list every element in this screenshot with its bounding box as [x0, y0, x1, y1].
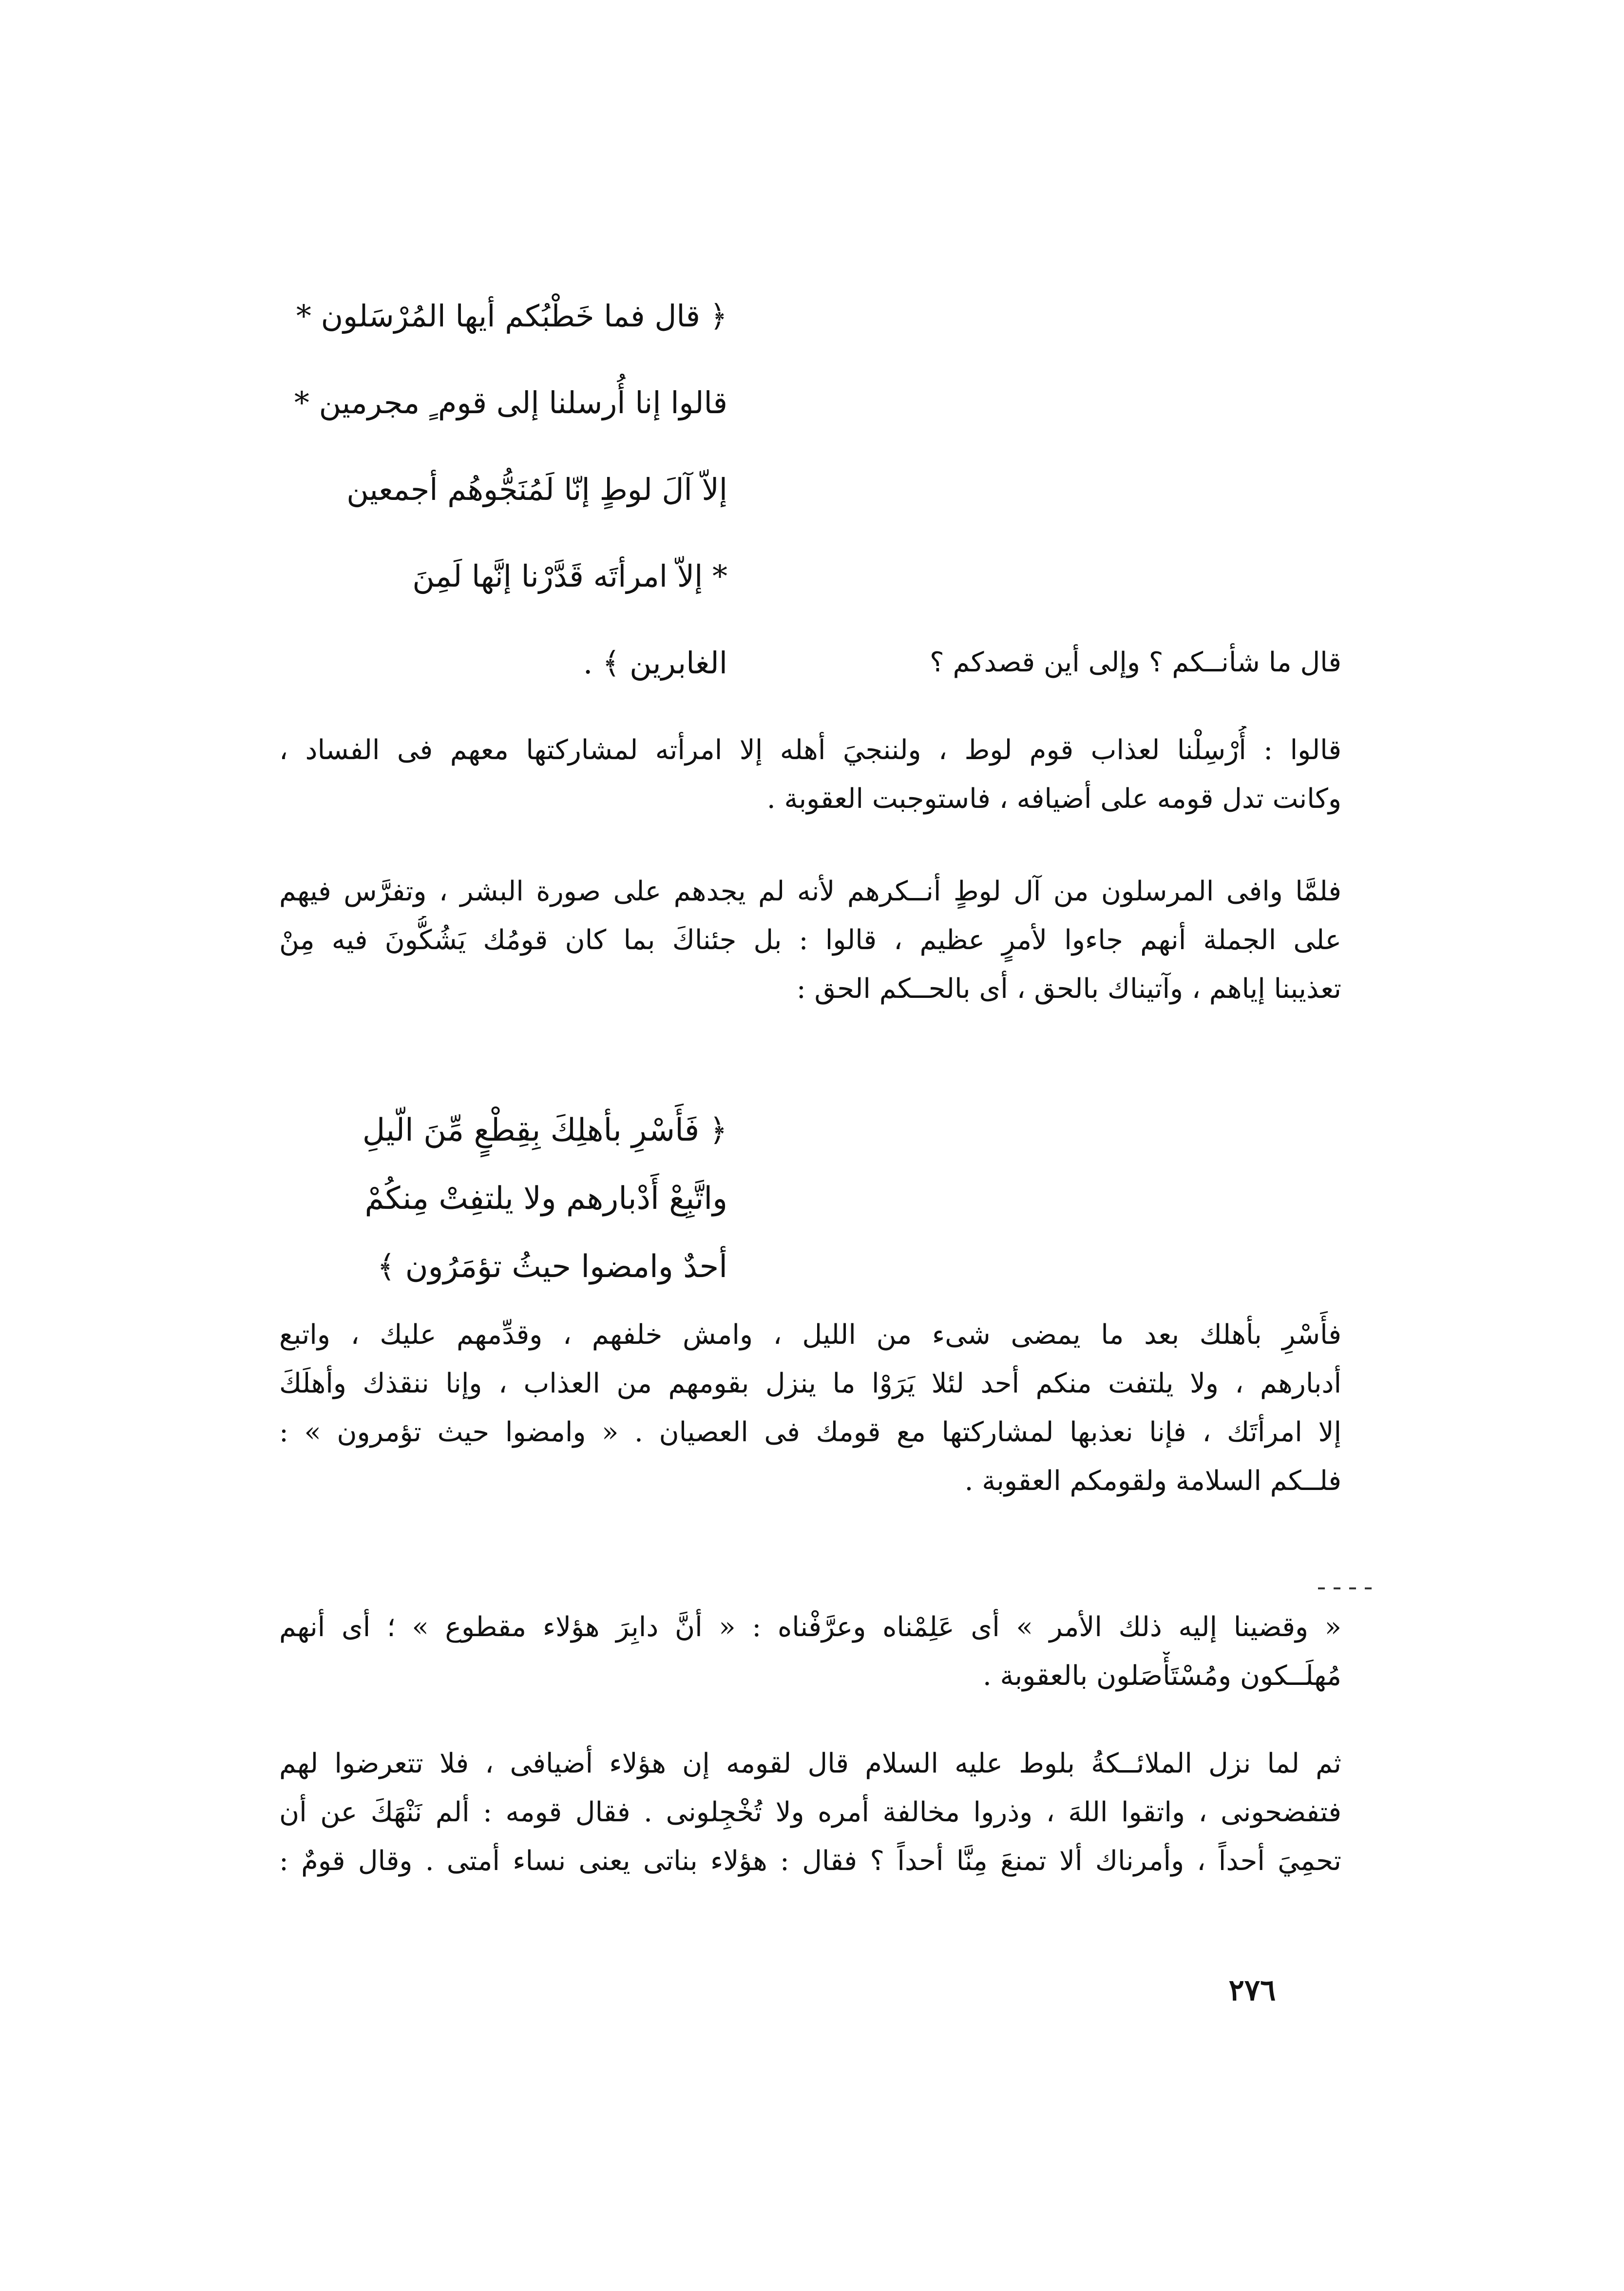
- verse-line: أحدٌ وامضوا حيثُ تؤمَرُون ﴾: [377, 1249, 727, 1285]
- paragraph-line: قالوا : أُرْسِلْنا لعذاب قوم لوط ، ولننجيَ أهله إلا امرأته لمشاركتها معهم فى الفساد ،: [279, 734, 1341, 766]
- paragraph-6: [279, 1739, 1341, 1886]
- paragraph-line: إلا امرأتَك ، فإنا نعذبها لمشاركتها مع قومك فى العصيان . « وامضوا حيث تؤمرون » :: [279, 1416, 1341, 1448]
- verse-line: ﴿ قال فما خَطْبُكم أيها المُرْسَلون *: [296, 298, 727, 334]
- paragraph-line: قال ما شأنــكم ؟ وإلى أين قصدكم ؟: [930, 647, 1341, 678]
- quran-verse-block-2: [167, 1096, 727, 1301]
- verse-line: واتَّبِعْ أَدْبارهم ولا يلتفِتْ مِنكُمْ: [364, 1181, 727, 1217]
- page-number: ٢٧٦: [1228, 1973, 1276, 2007]
- paragraph-1: [279, 638, 1341, 687]
- paragraph-line: مُهلَــكون ومُسْتَأْصَلون بالعقوبة .: [982, 1660, 1341, 1692]
- paragraph-3: [279, 867, 1341, 1013]
- verse-line: ﴿ فَأَسْرِ بأهلِكَ بِقِطْعٍ مِّنَ الّيلِ: [362, 1112, 727, 1148]
- verse-line: * إلاّ امرأتَه قَدَّرْنا إنَّها لَمِنَ: [412, 558, 727, 594]
- paragraph-line: أدبارهم ، ولا يلتفت منكم أحد لئلا يَرَوْا ما ينزل بقومهم من العذاب ، وإنا ننقذك وأهلَكَ: [279, 1368, 1341, 1399]
- paragraph-line: فتفضحونى ، واتقوا اللهَ ، وذروا مخالفة أمره ولا تُخْجِلونى . فقال قومه : ألم نَنْهَكَ عن أن: [279, 1796, 1341, 1828]
- paragraph-line: فأَسْرِ بأهلك بعد ما يمضى شىء من الليل ، وامش خلفهم ، وقدِّمهم عليك ، واتبع: [279, 1319, 1341, 1351]
- paragraph-4: [279, 1311, 1341, 1506]
- paragraph-line: تحمِيَ أحداً ، وأمرناك ألا تمنعَ مِنَّا أحداً ؟ فقال : هؤلاء بناتى يعنى نساء أمتى . وقال قومٌ :: [279, 1845, 1341, 1877]
- paragraph-line: فلــكم السلامة ولقومكم العقوبة .: [964, 1465, 1341, 1497]
- margin-dash-marks: [1318, 1586, 1372, 1591]
- paragraph-line: فلمَّا وافى المرسلون من آل لوطٍ أنــكرهم لأنه لم يجدهم على صورة البشر ، وتفرَّس فيهم: [279, 876, 1341, 907]
- verse-line: قالوا إنا أُرسلنا إلى قوم ٍ مجرمين *: [294, 385, 727, 420]
- verse-line: إلاّ آلَ لوطٍ إنّا لَمُنَجُّوهُم أجمعين: [346, 472, 727, 507]
- paragraph-line: وكانت تدل قومه على أضيافه ، فاستوجبت العقوبة .: [766, 783, 1341, 815]
- paragraph-line: تعذيبنا إياهم ، وآتيناك بالحق ، أى بالحــكم الحق :: [796, 973, 1341, 1005]
- paragraph-2: [279, 726, 1341, 823]
- paragraph-5: [279, 1603, 1341, 1700]
- paragraph-line: « وقضينا إليه ذلك الأمر » أى عَلِمْناه وعرَّفْناه : « أنَّ دابِرَ هؤلاء مقطوع » ؛ أى أنهم: [279, 1611, 1341, 1643]
- paragraph-line: على الجملة أنهم جاءوا لأمرٍ عظيم ، قالوا : بل جئناكَ بما كان قومُك يَشُكُّونَ فيه مِنْ: [279, 924, 1341, 956]
- paragraph-line: ثم لما نزل الملائــكةُ بلوط عليه السلام قال لقومه إن هؤلاء أضيافى ، فلا تتعرضوا لهم: [279, 1748, 1341, 1779]
- verse-line: الغابرين ﴾ .: [583, 645, 727, 681]
